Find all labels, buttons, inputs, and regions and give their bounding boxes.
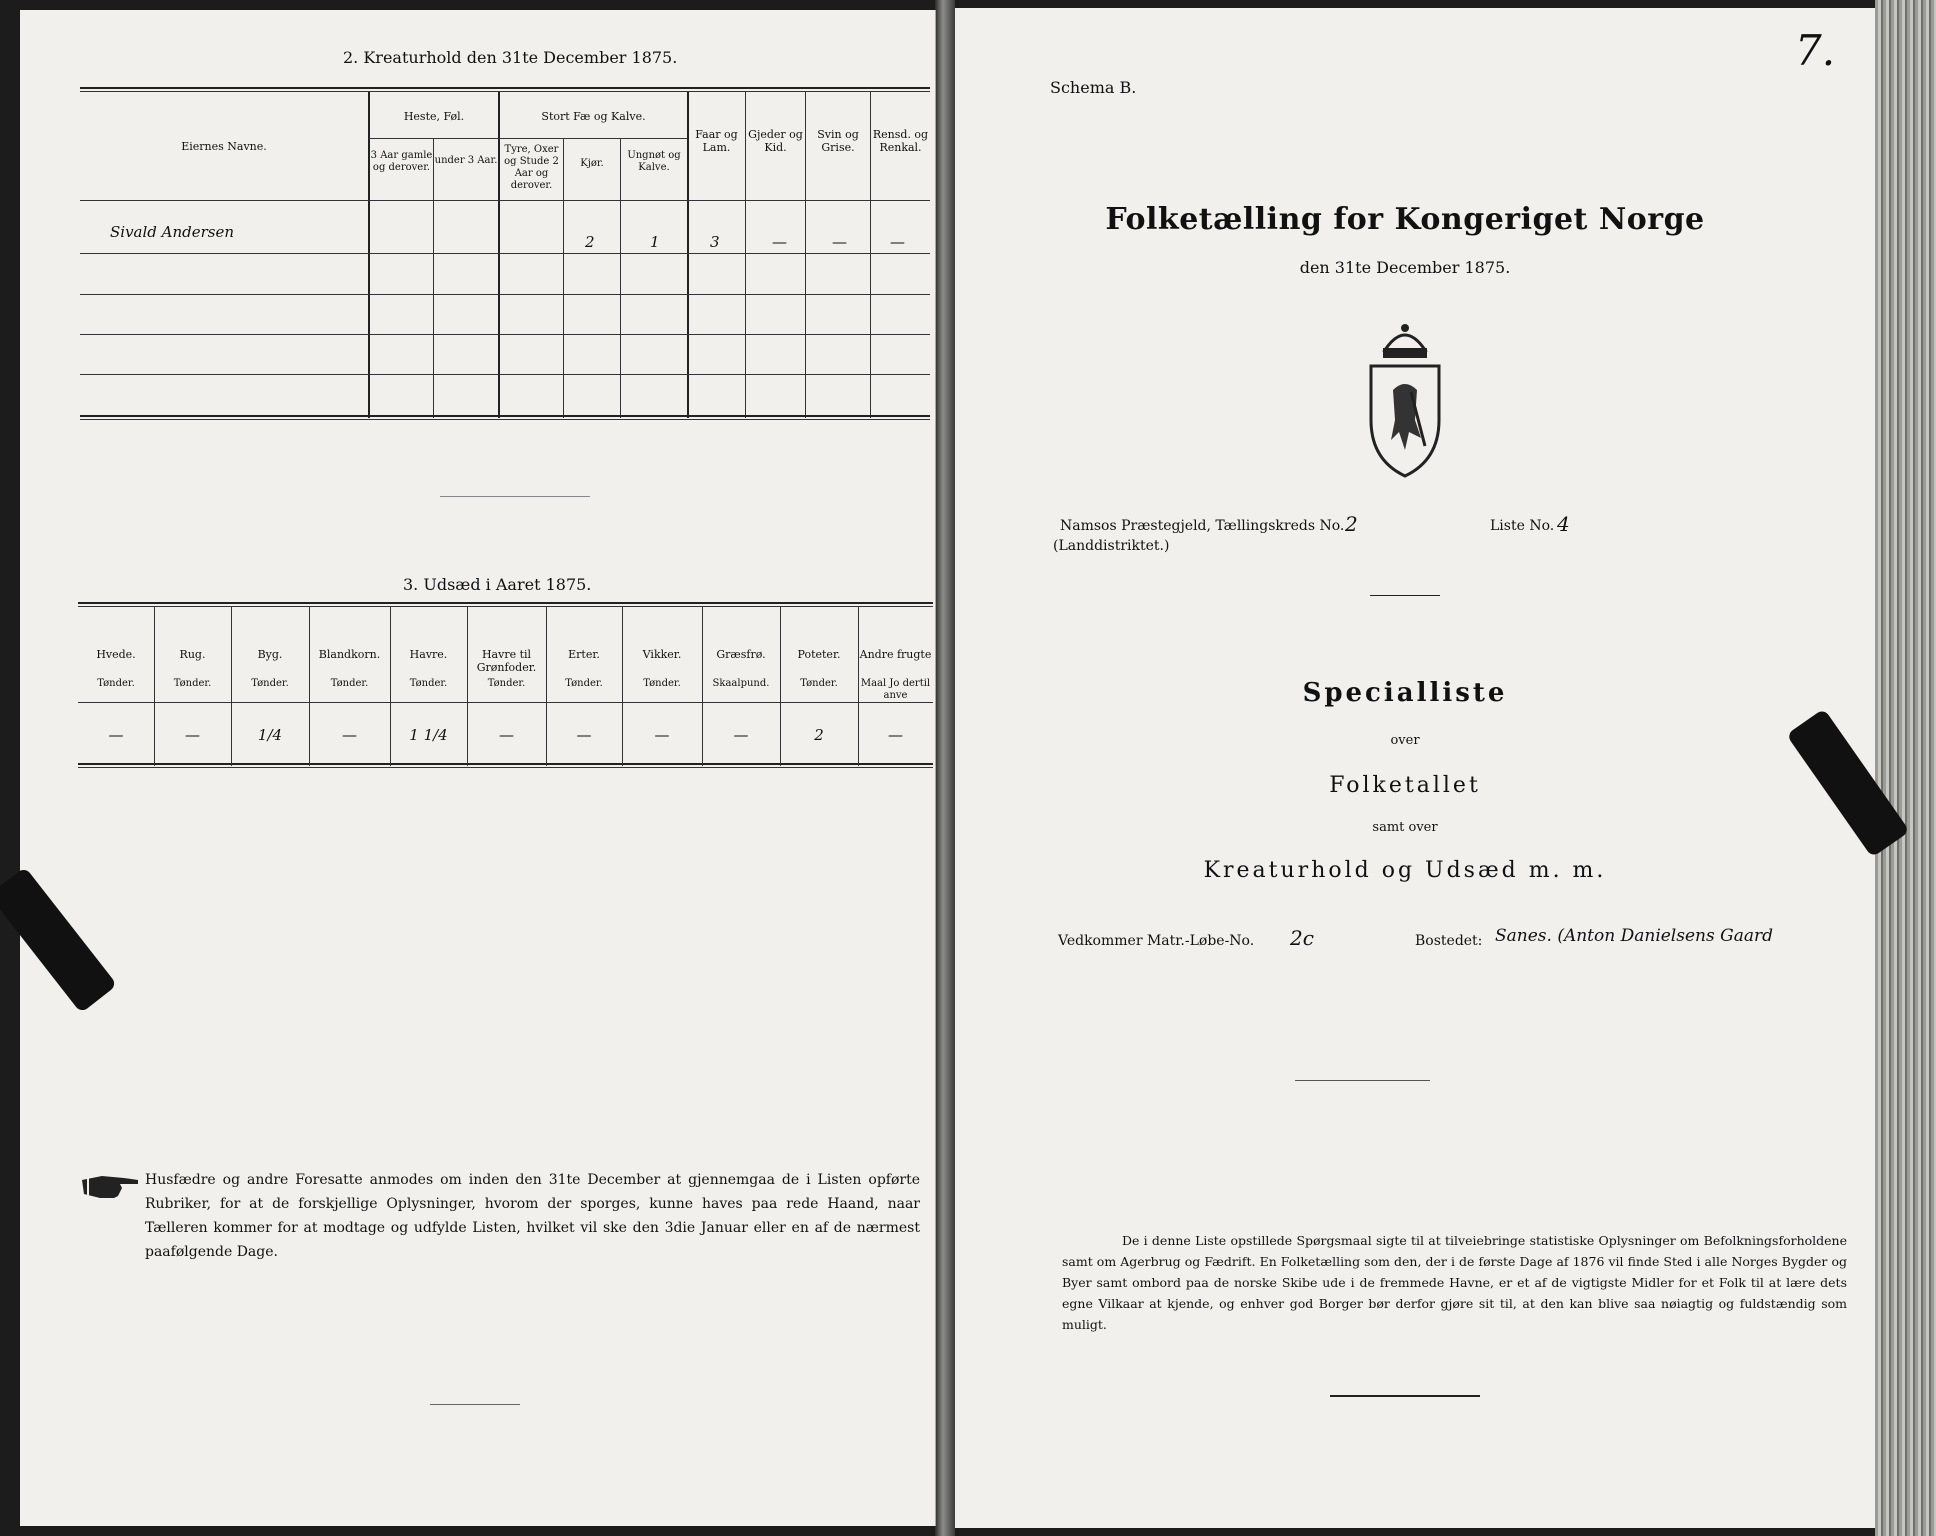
sowing-unit: Tønder. — [97, 678, 135, 689]
sowing-header: Poteter. — [797, 648, 841, 661]
sowing-unit: Tønder. — [409, 678, 448, 689]
sowing-unit: Tønder. — [643, 678, 681, 689]
sowing-value: — — [108, 726, 124, 744]
goats-value: — — [772, 233, 787, 251]
samt-over-label: samt over — [1372, 820, 1438, 835]
row-rule — [80, 294, 930, 295]
header-cattle: Stort Fæ og Kalve. — [541, 110, 646, 123]
sowing-header: Havre. — [409, 648, 448, 661]
book-spine — [935, 0, 955, 1536]
column-divider — [858, 606, 859, 766]
column-divider — [467, 606, 468, 766]
sowing-value: — — [185, 726, 200, 744]
matr-label: Vedkommer Matr.-Løbe-No. — [1058, 933, 1255, 949]
sowing-unit: Tønder. — [330, 678, 369, 689]
folketallet-label: Folketallet — [1329, 773, 1481, 798]
owner-name: Sivald Andersen — [110, 223, 235, 241]
column-divider — [231, 606, 232, 766]
sowing-unit: Tønder. — [565, 678, 603, 689]
column-divider — [433, 138, 434, 418]
explanatory-paragraph: De i denne Liste opstillede Spørgsmaal sigte til at tilveiebringe statistiske Oplysninger om Befolkningsforholdene samt om Agerbrug og Fædrift. En Folketælling som den, der i de første Dage af 1876 vil finde Sted i alle Norges Bygder og Byer samt ombord paa de norske Skibe ude i de fremmede Havne, er et af de vigtigste Midler for et Folk til at lære dets egne Vilkaar at kjende, og enhver god Borger bør derfor gjøre sit til, at den kan blive saa nøiagtig og fuldstændig som muligt. — [1062, 1233, 1847, 1332]
table-rule — [80, 87, 930, 89]
sowing-value: — — [733, 726, 749, 744]
header-horses-old: 3 Aar gamle og derover. — [370, 150, 433, 173]
table-rule — [80, 419, 930, 420]
sowing-unit: Tønder. — [487, 678, 526, 689]
header-sheep: Faar og Lam. — [695, 128, 738, 154]
norway-coat-of-arms-icon — [1365, 320, 1445, 480]
sowing-value: 1/4 — [257, 726, 283, 744]
divider — [1295, 1080, 1430, 1081]
header-bulls: Tyre, Oxer og Stude 2 Aar og derover. — [504, 144, 559, 191]
district-line: Namsos Præstegjeld, Tællingskreds No. — [1060, 518, 1345, 534]
sowing-header: Erter. — [568, 648, 600, 661]
sowing-header: Vikker. — [642, 648, 682, 661]
page-clip — [0, 867, 117, 1014]
header-cows: Kjør. — [580, 158, 604, 169]
header-reindeer: Rensd. og Renkal. — [872, 128, 929, 154]
divider — [430, 1404, 520, 1405]
column-divider — [620, 138, 621, 418]
sowing-value: — — [342, 726, 357, 744]
schema-label: Schema B. — [1050, 78, 1137, 97]
table-rule — [78, 763, 933, 765]
table-rule — [80, 91, 930, 92]
column-divider — [780, 606, 781, 766]
sowing-header: Havre til Grønfoder. — [476, 648, 537, 674]
sheep-value: 3 — [710, 233, 720, 251]
pigs-value: — — [832, 233, 847, 251]
census-date: den 31te December 1875. — [1299, 258, 1511, 277]
header-horses-young: under 3 Aar. — [434, 155, 498, 166]
sowing-value: — — [499, 726, 514, 744]
header-goats: Gjeder og Kid. — [748, 128, 803, 154]
sowing-value: — — [654, 726, 670, 744]
bosted-value: Sanes. (Anton Danielsens Gaard — [1495, 926, 1773, 946]
sowing-header: Byg. — [257, 648, 283, 661]
divider — [1330, 1395, 1480, 1397]
page-number: 7. — [1795, 26, 1836, 75]
header-pigs: Svin og Grise. — [817, 128, 859, 154]
column-divider — [368, 92, 370, 418]
row-rule — [80, 334, 930, 335]
column-divider — [309, 606, 310, 766]
sowing-unit: Tønder. — [800, 678, 838, 689]
header-rule — [369, 138, 687, 139]
pointing-hand-icon — [80, 1170, 140, 1204]
column-divider — [498, 92, 500, 418]
sowing-value: — — [888, 726, 903, 744]
table-rule — [78, 602, 933, 604]
list-label: Liste No. — [1490, 518, 1555, 534]
header-rule — [80, 200, 930, 201]
column-divider — [390, 606, 391, 766]
sowing-header: Hvede. — [96, 648, 136, 661]
row-rule — [80, 253, 930, 254]
column-divider — [563, 138, 564, 418]
kreaturhold-label: Kreaturhold og Udsæd m. m. — [1203, 858, 1607, 883]
divider — [1370, 595, 1440, 596]
sowing-header: Blandkorn. — [318, 648, 381, 661]
district-sub: (Landdistriktet.) — [1053, 538, 1170, 554]
list-number: 4 — [1557, 512, 1570, 536]
census-title: Folketælling for Kongeriget Norge — [1105, 202, 1705, 237]
page-edges — [1875, 0, 1936, 1536]
bosted-label: Bostedet: — [1415, 933, 1483, 949]
header-young-cattle: Ungnøt og Kalve. — [627, 150, 681, 173]
sowing-header: Rug. — [179, 648, 206, 661]
row-rule — [80, 374, 930, 375]
over-label: over — [1390, 733, 1420, 748]
cows-value: 2 — [585, 233, 595, 251]
sowing-value: — — [576, 726, 592, 744]
divider — [440, 496, 590, 497]
table-rule — [78, 606, 933, 607]
table-rule — [80, 415, 930, 417]
young-cattle-value: 1 — [650, 233, 660, 251]
section3-title: 3. Udsæd i Aaret 1875. — [403, 575, 592, 594]
header-owner: Eiernes Navne. — [181, 140, 267, 153]
sowing-header: Græsfrø. — [716, 648, 766, 661]
column-divider — [546, 606, 547, 766]
table-rule — [78, 767, 933, 768]
matr-value: 2c — [1290, 926, 1314, 950]
column-divider — [702, 606, 703, 766]
district-number: 2 — [1345, 512, 1358, 536]
sowing-unit: Skaalpund. — [712, 678, 770, 689]
header-horses: Heste, Føl. — [403, 110, 465, 123]
right-page — [955, 8, 1875, 1528]
column-divider — [622, 606, 623, 766]
notice-text: Husfædre og andre Foresatte anmodes om inden den 31te December at gjennemgaa de i Listen opførte Rubriker, for at de forskjellige Oplysninger, hvorom der sporges, kunne haves paa rede Haand, naar Tælleren kommer for at modtage og udfylde Listen, hvilket vil ske den 3die Januar eller en af de nærmest paafølgende Dage. — [145, 1172, 920, 1260]
sowing-unit: Tønder. — [251, 678, 289, 689]
header-rule — [78, 702, 933, 703]
reindeer-value: — — [890, 233, 905, 251]
section2-title: 2. Kreaturhold den 31te December 1875. — [343, 48, 678, 67]
sowing-unit: Maal Jo dertil anve — [860, 678, 931, 701]
sowing-unit: Tønder. — [173, 678, 212, 689]
column-divider — [154, 606, 155, 766]
sowing-value: 2 — [814, 726, 824, 744]
sowing-header: Andre frugte — [859, 648, 932, 661]
left-page — [20, 10, 936, 1526]
specialliste-title: Specialliste — [1302, 678, 1508, 708]
sowing-value: 1 1/4 — [409, 726, 448, 744]
